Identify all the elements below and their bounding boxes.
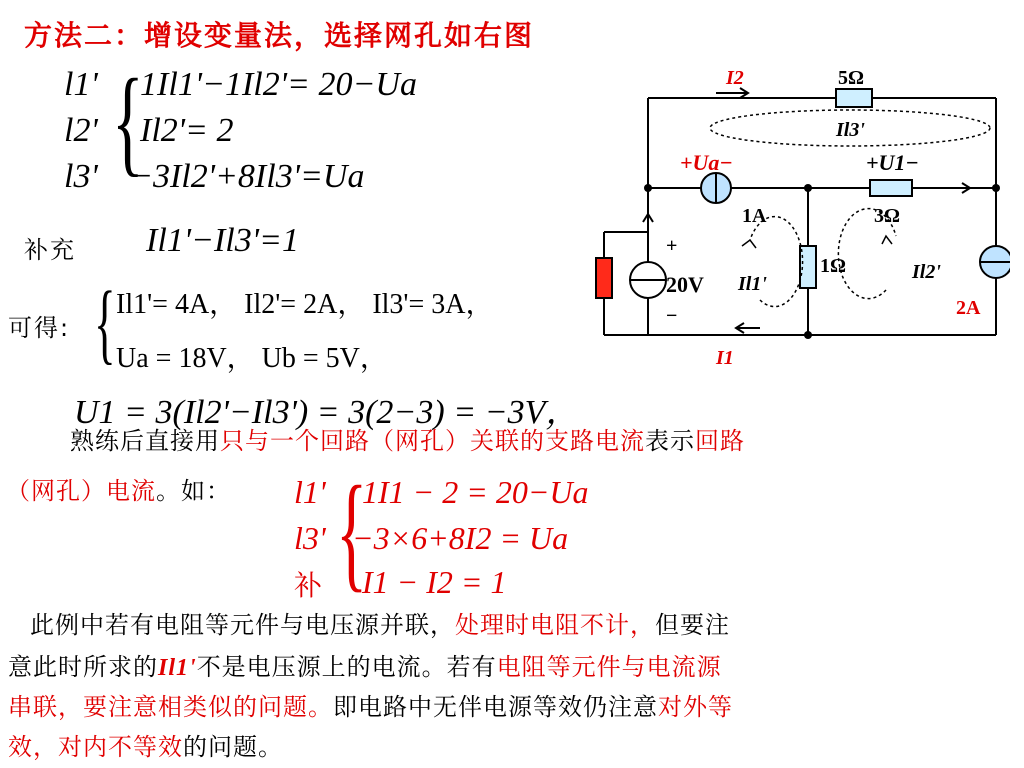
resistor-3ohm [870,180,912,196]
direct-label-l3: l3' [294,520,326,556]
p2-text-f: 不是电压源上的电流。若有 [196,653,497,681]
supplement-eq: Il1'−Il3'=1 [146,222,299,259]
direct-eq-2: −3×6+8I2 = Ua [352,520,569,556]
circuit-diagram [590,60,1010,380]
label-minus: − [666,305,678,327]
label-20v: 20V [666,272,704,297]
label-5ohm: 5Ω [838,67,865,89]
p2-text-e: Il1' [158,655,197,681]
label-il3: Il3' [836,119,865,141]
p2-text-g: 电阻等元件与电流源 [496,653,722,681]
p2-text-l: 的问题。 [183,733,283,761]
label-ua: +Ua− [680,150,733,175]
loop-label-l2: l2' [64,112,98,149]
direct-label-l1: l1' [294,474,326,510]
p1-text-b: 只与一个回路（网孔）关联的支路电流 [220,427,645,455]
label-2a: 2A [956,297,981,319]
label-il1: Il1' [738,273,767,295]
direct-label-supp: 补 [294,569,323,602]
result-brace: { [94,274,116,373]
paragraph-2-line-4 [8,730,283,764]
source-resistor [596,258,612,298]
p2-text-k: 效，对内不等效 [8,733,183,761]
paragraph-2-line-2 [8,650,722,685]
paragraph-2-line-3 [8,690,733,724]
loop-eq-1: 1Il1'−1Il2'= 20−Ua [140,66,417,103]
loop-eq-2: Il2'= 2 [140,112,234,149]
loop-label-l1: l1' [64,66,98,103]
label-3ohm: 3Ω [874,205,901,227]
p2-text-c: 但要注 [655,611,730,639]
paragraph-2-line-1 [30,608,730,642]
left-brace: { [112,54,144,187]
label-1ohm: 1Ω [820,255,847,277]
resistor-5ohm [836,89,872,107]
result-line-1: Il1'= 4A， Il2'= 2A， Il3'= 3A， [116,289,494,320]
loop-label-l3: l3' [64,158,98,195]
direct-eq-1: 1I1 − 2 = 20−Ua [362,474,589,510]
p1-text-e: （网孔）电流 [6,477,156,505]
p2-text-d: 意此时所求的 [8,653,158,681]
u1-equation: U1 = 3(Il2'−Il3') = 3(2−3) = −3V， [74,394,580,431]
label-u1: +U1− [866,150,919,175]
circuit-wires [604,98,996,335]
paragraph-1-line-1 [70,424,745,458]
result-line-2: Ua = 18V， Ub = 5V， [116,343,388,374]
label-1a: 1A [742,205,767,227]
p1-text-d: 回路 [695,427,745,455]
loop-eq-3: −3Il2'+8Il3'=Ua [130,158,365,195]
p1-text-a: 熟练后直接用 [70,427,220,455]
p2-text-a: 此例中若有电阻等元件与电压源并联， [30,611,455,639]
p1-text-f: 。如： [156,477,231,505]
label-i1: I1 [716,347,734,369]
p2-text-b: 处理时电阻不计， [455,611,655,639]
paragraph-1-line-2 [6,474,231,508]
label-i2: I2 [726,67,744,89]
p2-text-h: 串联，要注意相类似的问题。 [8,693,333,721]
p2-text-i: 即电路中无伴电源等效仍注意 [333,693,658,721]
label-plus: + [666,235,678,257]
supplement-label: 补充 [24,236,76,264]
direct-eq-3: I1 − I2 = 1 [362,564,507,600]
direct-brace: { [336,460,368,604]
page-title: 方法二：增设变量法，选择网孔如右图 [24,19,535,52]
p2-text-j: 对外等 [658,693,733,721]
result-label: 可得: [8,314,71,342]
p1-text-c: 表示 [645,427,695,455]
label-il2: Il2' [912,261,941,283]
